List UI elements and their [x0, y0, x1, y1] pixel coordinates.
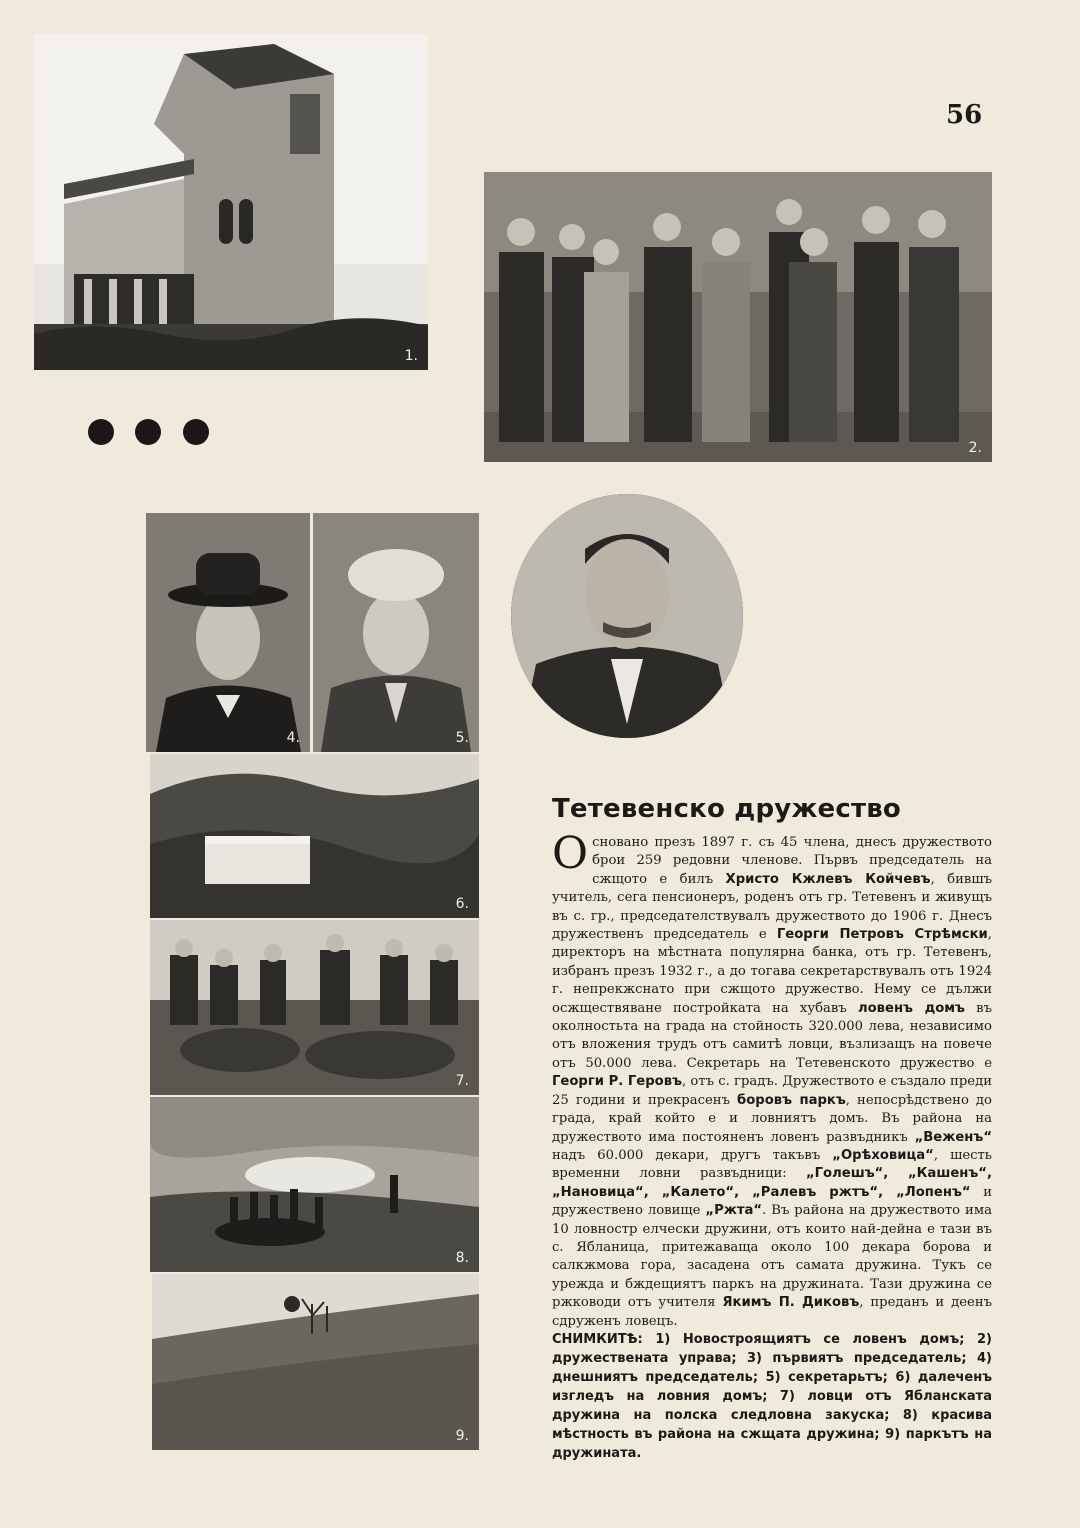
- body-bold: „Орѣховица“: [832, 1147, 934, 1163]
- body-bold: Георги Петровъ Стрѣмски: [776, 927, 988, 943]
- photo-lake: [150, 1097, 479, 1272]
- photo-number: 6.: [455, 896, 469, 912]
- decorative-dot: [135, 419, 161, 445]
- landscape-illustration: [152, 1274, 479, 1450]
- body-text: . Въ района на дружеството има 10 ловностр елчески дружини, отъ които най-дейна е тази въ с. Ябланица, притежаваща около 100 декара борова и салкжмова гора, засадена отъ самата дружина. Тукъ се урежда и бждещиятъ паркъ на дружината. Тази дружина се ржководи отъ учителя: [552, 1203, 992, 1311]
- body-bold: „Веженъ“: [914, 1129, 992, 1145]
- body-bold: „Ржта“: [705, 1203, 763, 1219]
- decorative-dot: [183, 419, 209, 445]
- body-bold: ловенъ домъ: [857, 1000, 965, 1016]
- body-bold: Якимъ П. Диковъ: [722, 1295, 860, 1311]
- photo-park: [152, 1274, 479, 1450]
- body-text: надъ 60.000 декари, другъ такъвъ: [552, 1147, 833, 1163]
- body-text: , преданъ и деенъ сдруженъ ловецъ.: [552, 1295, 993, 1329]
- portrait-illustration: [511, 494, 743, 738]
- photo-portrait-fur-hat: [313, 513, 479, 752]
- photo-number: 3.: [711, 710, 725, 726]
- body-text: , шесть временни ловни развъдници:: [552, 1147, 992, 1182]
- photo-portrait-round: [511, 494, 743, 738]
- decorative-dot: [88, 419, 114, 445]
- landscape-illustration: [150, 754, 479, 918]
- body-bold: боровъ паркъ: [737, 1092, 846, 1108]
- body-bold: Христо Кжлевъ Койчевъ: [725, 871, 931, 887]
- page-number: 56: [946, 100, 983, 130]
- photo-distant-lodge: [150, 754, 479, 918]
- article-body: [552, 828, 993, 1331]
- body-text: и дружествено ловище: [552, 1184, 993, 1219]
- body-bold: Георги Р. Геровъ: [552, 1074, 682, 1090]
- photo-number: 2.: [968, 440, 982, 456]
- photo-number: 5.: [455, 730, 469, 746]
- body-text: , непосрѣдствено до града, край който е и ловниятъ домъ. Въ района на дружеството има постояненъ ловенъ развъдникъ: [552, 1092, 992, 1145]
- portrait-illustration: [146, 513, 310, 752]
- group-illustration: [150, 920, 479, 1095]
- body-text: въ околностьта на града на стойность 320.000 лева, независимо отъ вложения трудъ отъ самитѣ ловци, възлизащъ на повече отъ 50.000 лева. Секретарь на Тетевенското дружество е: [552, 1000, 992, 1071]
- drop-cap: О: [552, 828, 589, 879]
- photo-group: [484, 172, 992, 462]
- captions-title: СНИМКИТѢ: [552, 1332, 638, 1347]
- article-title: Тетевенско дружество: [552, 794, 901, 824]
- photo-number: 4.: [286, 730, 300, 746]
- photo-number: 7.: [455, 1073, 469, 1089]
- house-illustration: [34, 34, 428, 370]
- photo-house: [34, 34, 428, 370]
- body-bold: „Голешъ“, „Кашенъ“, „Нановица“, „Калето“, „Ралевъ ржтъ“, „Лопенъ“: [552, 1166, 992, 1200]
- portrait-illustration: [313, 513, 479, 752]
- photo-number: 1.: [404, 348, 418, 364]
- captions-text: : 1) Новостроящиятъ се ловенъ домъ; 2) дружествената управа; 3) първиятъ председатель; 4) днешниятъ председатель; 5) секретарьтъ; 6) далеченъ изгледъ на ловния домъ; 7) ловци отъ Ябланската дружина на полска следловна закуска; 8) красива мѣстность въ района на сжщата дружина; 9) паркътъ на дружината.: [552, 1332, 992, 1461]
- photo-number: 9.: [455, 1428, 469, 1444]
- body-text: , отъ с. градъ. Дружеството е създало преди 25 години и прекрасенъ: [552, 1074, 993, 1108]
- landscape-illustration: [150, 1097, 479, 1272]
- group-illustration: [484, 172, 992, 462]
- body-text: сновано презъ 1897 г. съ 45 члена, днесъ дружеството брои 259 редовни членове. Първъ председатель на сжщото е билъ: [592, 835, 992, 887]
- photo-portrait-hat: [146, 513, 310, 752]
- body-text: , директоръ на мѣстната популярна банка, отъ гр. Тетевенъ, избранъ презъ 1932 г., а до тогава секретарствувалъ отъ 1924 г. непрекжснато при сжщото дружество. Нему се дължи осжществяване постройката на хубавъ: [552, 927, 992, 1016]
- photo-captions: [552, 1330, 992, 1463]
- body-text: , бившъ учитель, сега пенсионеръ, роденъ отъ гр. Тетевенъ и живущъ въ с. гр., председателствувалъ дружеството до 1906 г. Днесъ дружественъ председатель е: [552, 871, 992, 943]
- photo-hunters: [150, 920, 479, 1095]
- photo-number: 8.: [455, 1250, 469, 1266]
